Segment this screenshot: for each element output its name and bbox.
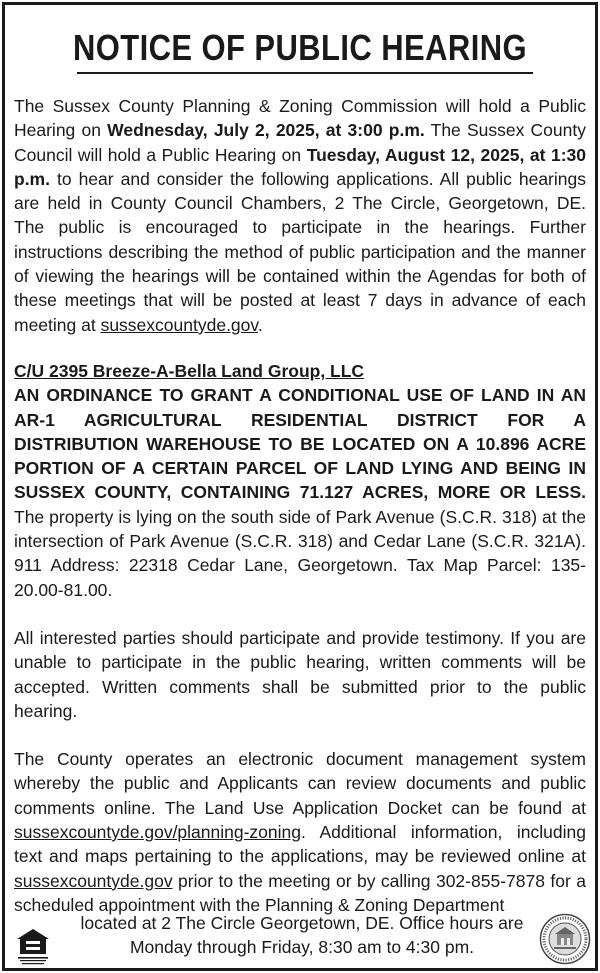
edms-paragraph	[14, 747, 586, 917]
footer-hours: Monday through Friday, 8:30 am to 4:30 pm.	[129, 937, 475, 957]
edms-text-1: The County operates an electronic document management system whereby the public and Applicants can review documents and public comments online. The Land Use Application Docket can be found at	[14, 749, 586, 818]
edms-text-3: prior to the meeting or by calling 302-855-7878 for a scheduled appointment with the Planning & Zoning Department	[14, 870, 586, 915]
intro-text-3: to hear and consider the following applications. All public hearings are held in County Council Chambers, 2 The Circle, Georgetown, DE. The public is encouraged to participate in the hearings. Further instructions describing the method of public participation and the manner of viewing the hearings will be contained within the Agendas for both of these meetings that will be posted at least 7 days in advance of each meeting at	[14, 168, 586, 335]
notice-frame	[2, 2, 598, 971]
county-website-link[interactable]: sussexcountyde.gov	[100, 314, 258, 335]
participation-paragraph: All interested parties should participate and provide testimony. If you are unable to participate in the public hearing, written comments will be accepted. Written comments shall be submitted prior to the public hearing.	[14, 627, 586, 721]
footer-address: located at 2 The Circle Georgetown, DE. Office hours are	[80, 913, 524, 933]
equal-housing-opportunity-icon	[15, 926, 51, 966]
planning-zoning-link[interactable]: sussexcountyde.gov/planning-zoning	[14, 822, 301, 843]
county-website-link-2[interactable]: sussexcountyde.gov	[14, 870, 173, 891]
property-description: The property is lying on the south side of Park Avenue (S.C.R. 318) at the intersection of Park Avenue (S.C.R. 318) and Cedar Lane (S.C.R. 321A). 911 Address: 22318 Cedar Lane, Georgetown. Tax Map Parcel: 135-20.00-81.00.	[14, 506, 586, 600]
ordinance-text: AN ORDINANCE TO GRANT A CONDITIONAL USE OF LAND IN AN AR-1 AGRICULTURAL RESIDENTIAL DISTRICT FOR A DISTRIBUTION WAREHOUSE TO BE LOCATED ON A 10.896 ACRE PORTION OF A CERTAIN PARCEL OF LAND LYING AND BEING IN SUSSEX COUNTY, CONTAINING 71.127 ACRES, MORE OR LESS.	[14, 385, 586, 503]
application-paragraph	[14, 359, 586, 602]
council-hearing-date: Tuesday, August 12, 2025, at 1:30 p.m.	[14, 144, 586, 189]
intro-text-2: The Sussex County Council will hold a Public Hearing on	[14, 120, 586, 165]
commission-hearing-date: Wednesday, July 2, 2025, at 3:00 p.m.	[107, 120, 425, 141]
intro-paragraph	[14, 94, 586, 337]
title-underline	[77, 72, 533, 74]
notice-title: NOTICE OF PUBLIC HEARING	[72, 27, 528, 68]
notice-body	[14, 94, 586, 917]
intro-end: .	[257, 314, 263, 335]
application-heading: C/U 2395 Breeze-A-Bella Land Group, LLC	[14, 360, 365, 381]
intro-text-1: The Sussex County Planning & Zoning Commission will hold a Public Hearing on	[14, 96, 586, 141]
edms-text-2: . Additional information, including text and maps pertaining to the applications, may be reviewed online at	[14, 822, 586, 867]
county-seal-icon	[539, 913, 591, 965]
